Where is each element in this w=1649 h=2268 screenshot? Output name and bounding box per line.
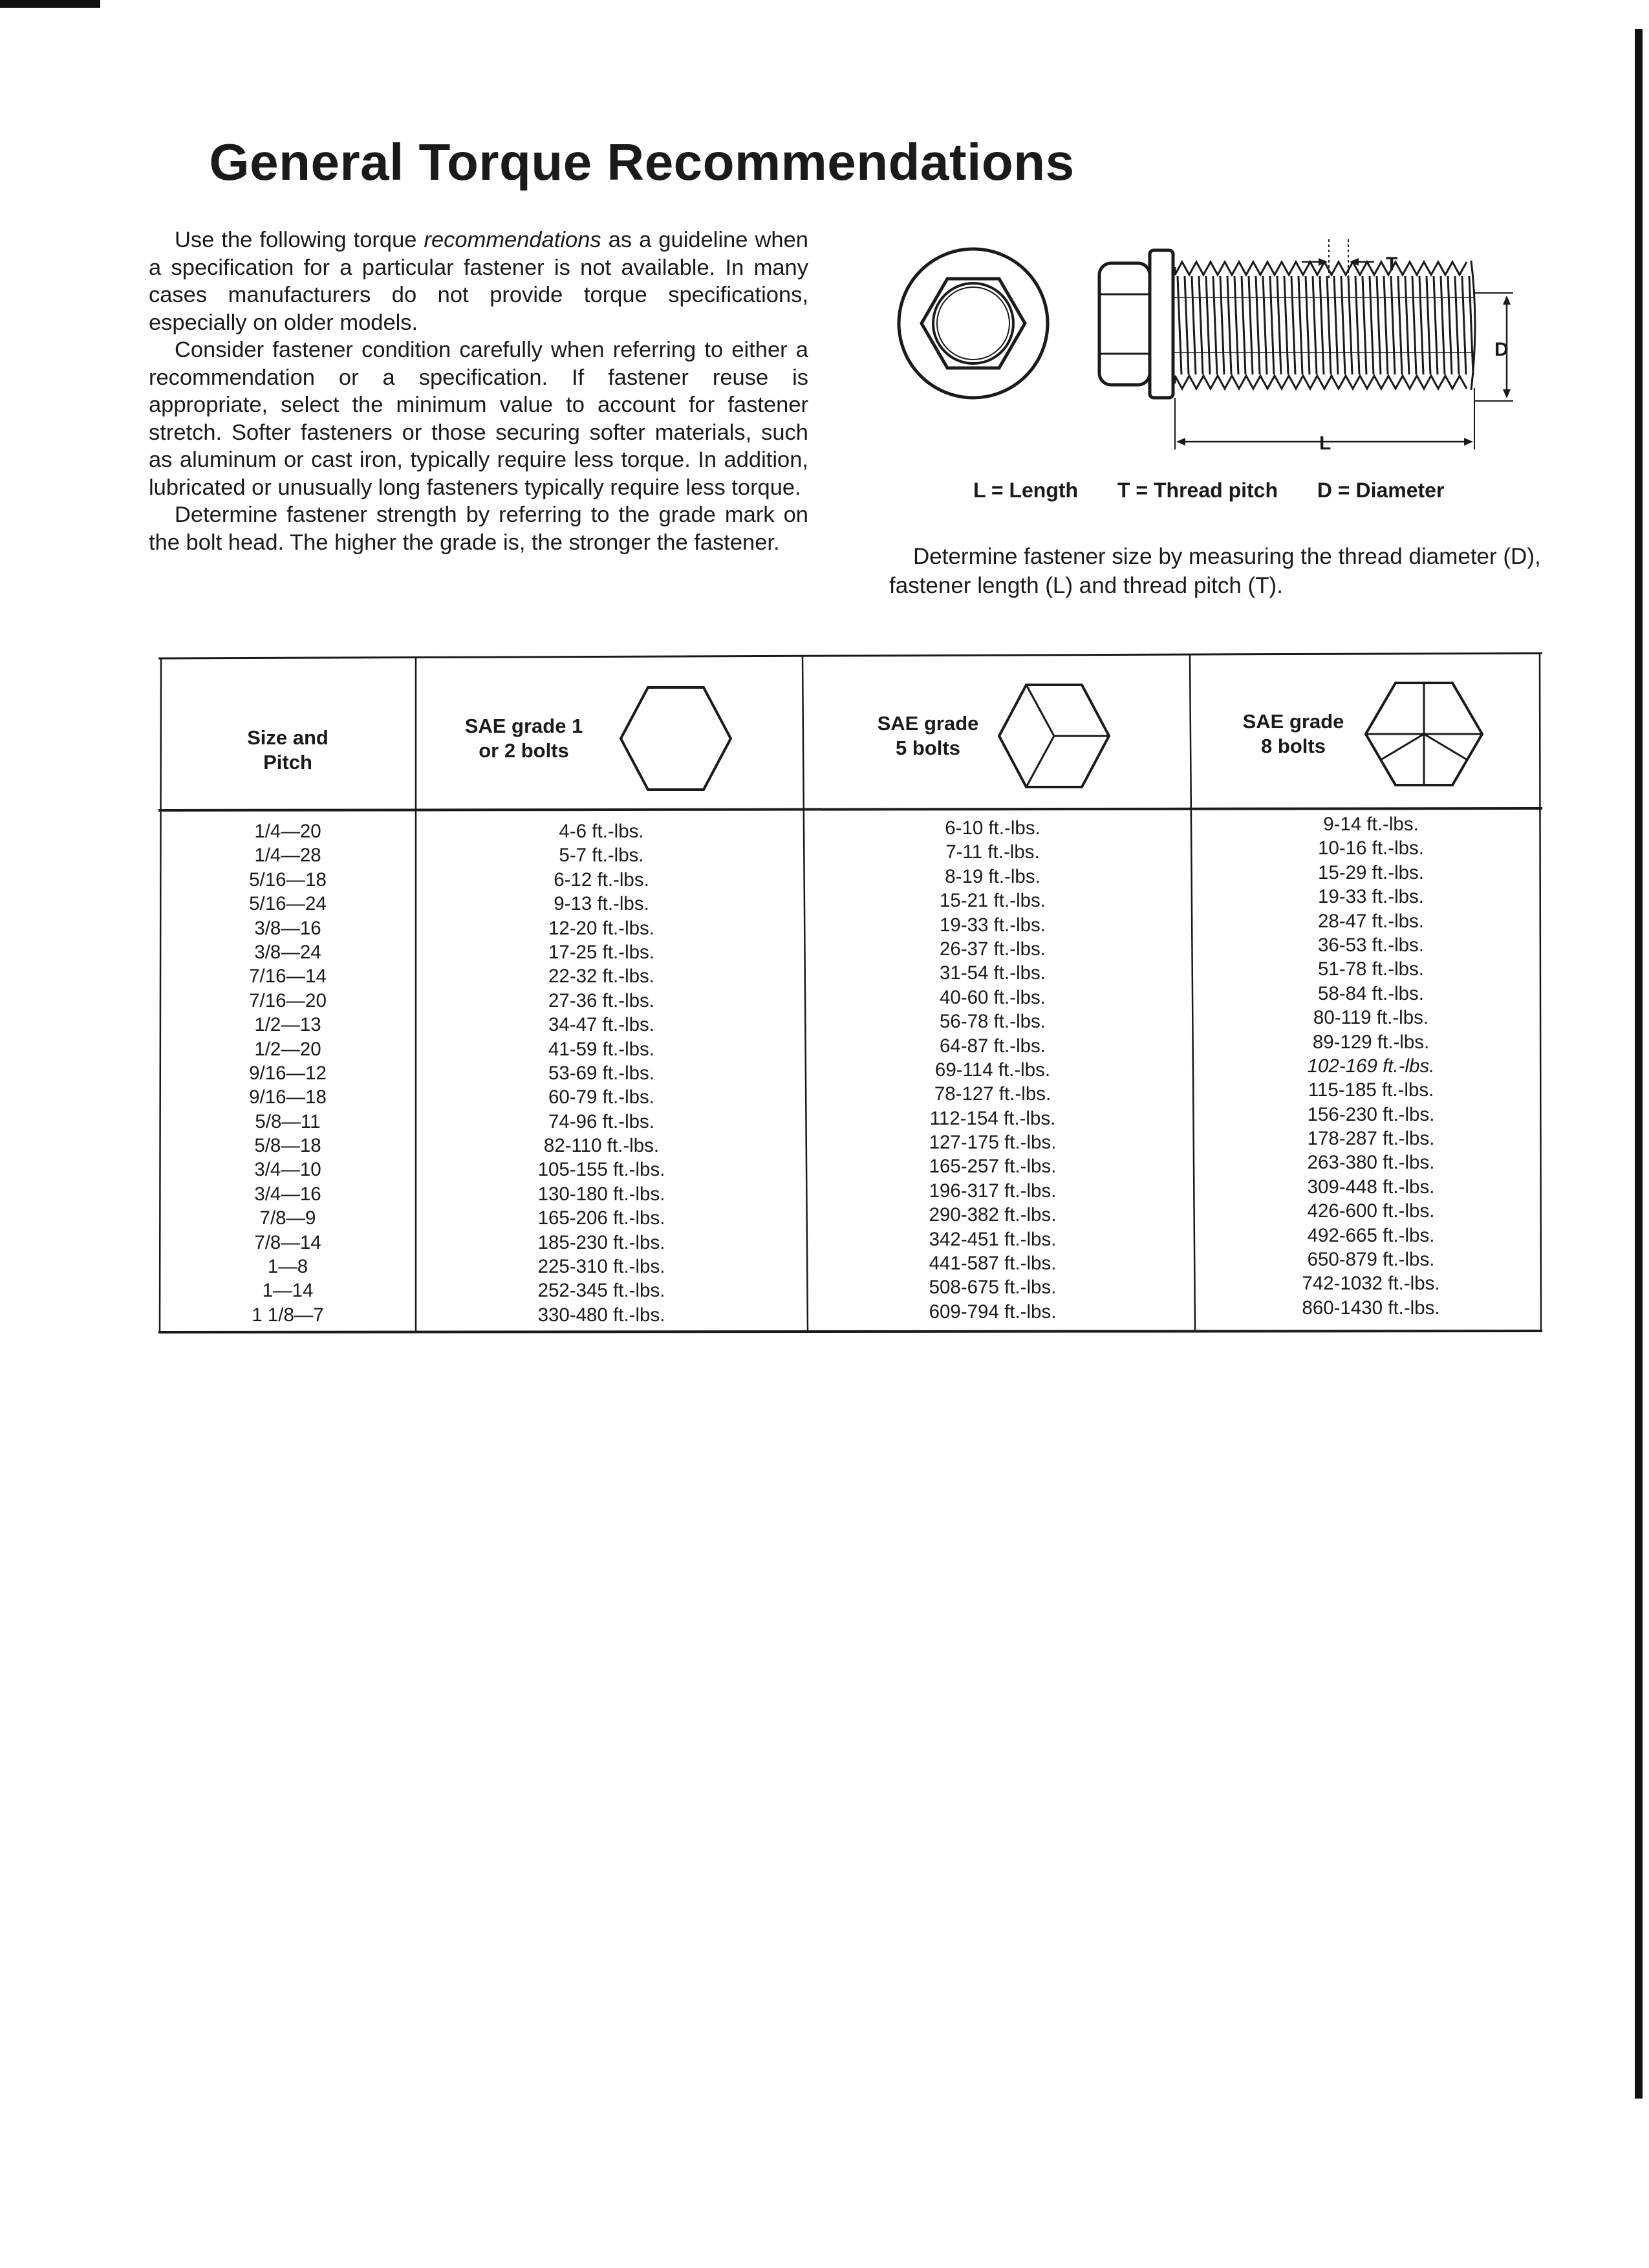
- size-cell: 7/16—14: [249, 966, 327, 988]
- grade-5-cell: 31-54 ft.-lbs.: [940, 962, 1046, 984]
- grade-1-2-cell: 4-6 ft.-lbs.: [559, 821, 644, 842]
- intro-paragraph-3: Determine fastener strength by referring to the grade mark on the bolt head. The higher the grade is, the stronger the fastener.: [149, 502, 808, 555]
- bolt-diagram: [896, 236, 1509, 454]
- grade-1-2-cell: 12-20 ft.-lbs.: [548, 917, 654, 939]
- grade-1-2-cell: 185-230 ft.-lbs.: [537, 1231, 665, 1253]
- grade-5-cell: 127-175 ft.-lbs.: [929, 1132, 1057, 1154]
- grade-1-2-cell: 252-345 ft.-lbs.: [537, 1280, 665, 1302]
- hex-plain-icon: [614, 682, 737, 795]
- bolt-head-end-view: [899, 249, 1048, 398]
- grade-1-2-cell: 5-7 ft.-lbs.: [559, 845, 644, 867]
- size-cell: 1/4—20: [254, 821, 321, 842]
- grade-8-cell: 263-380 ft.-lbs.: [1307, 1152, 1435, 1174]
- grade-1-2-cell: 27-36 ft.-lbs.: [548, 989, 654, 1011]
- grade-5-cell: 342-451 ft.-lbs.: [929, 1228, 1057, 1250]
- header-grade-1-2: SAE grade 1 or 2 bolts: [453, 667, 763, 810]
- grade-8-cell: 650-879 ft.-lbs.: [1307, 1249, 1435, 1271]
- size-cell: 1/4—28: [254, 845, 321, 867]
- bolt-side-view: [1099, 250, 1475, 398]
- legend-length: L = Length: [973, 479, 1079, 502]
- scan-edge-mark-top: [0, 0, 100, 8]
- size-cell: 7/8—9: [259, 1207, 316, 1229]
- page-title: General Torque Recommendations: [209, 133, 1075, 191]
- grade-5-cell: 78-127 ft.-lbs.: [934, 1083, 1051, 1105]
- grade-5-cell: 7-11 ft.-lbs.: [945, 841, 1040, 863]
- grade-8-cell: 102-169 ft.-lbs.: [1307, 1055, 1435, 1077]
- grade-8-cell: 309-448 ft.-lbs.: [1307, 1176, 1435, 1198]
- grade-1-2-cell: 165-206 ft.-lbs.: [537, 1207, 665, 1229]
- grade-8-cell: 860-1430 ft.-lbs.: [1302, 1297, 1440, 1319]
- column-size-pitch: [213, 819, 362, 1327]
- grade-8-cell: 9-14 ft.-lbs.: [1323, 814, 1419, 835]
- grade-8-cell: 742-1032 ft.-lbs.: [1302, 1273, 1440, 1295]
- size-note: Determine fastener size by measuring the thread diameter (D), fastener length (L) and thread pitch (T).: [889, 544, 1541, 598]
- grade-5-cell: 64-87 ft.-lbs.: [940, 1035, 1046, 1057]
- label-l: L: [1319, 433, 1331, 454]
- grade-8-cell: 178-287 ft.-lbs.: [1307, 1128, 1435, 1150]
- grade-8-cell: 19-33 ft.-lbs.: [1318, 886, 1424, 908]
- size-cell: 7/8—14: [254, 1231, 321, 1253]
- grade-1-2-cell: 225-310 ft.-lbs.: [537, 1256, 665, 1278]
- emphasis-recommendations: recommendations: [424, 228, 601, 252]
- intro-paragraph-2: Consider fastener condition carefully when referring to either a recommendation or a specification. If fastener reuse is appropriate, select the minimum value to account for fastener stretch. Softer fasteners or those securing softer materials, such as aluminum or cast iron, typically require less torque. In addition, lubricated or unusually long fasteners typically require less torque.: [149, 338, 808, 500]
- size-cell: 9/16—12: [249, 1062, 327, 1084]
- grade-5-cell: 165-257 ft.-lbs.: [929, 1156, 1057, 1178]
- grade-8-cell: 89-129 ft.-lbs.: [1312, 1031, 1430, 1053]
- size-cell: 3/8—16: [254, 917, 321, 939]
- grade-8-cell: 10-16 ft.-lbs.: [1318, 837, 1424, 859]
- grade-5-cell: 196-317 ft.-lbs.: [929, 1180, 1057, 1202]
- grade-5-cell: 6-10 ft.-lbs.: [945, 817, 1040, 839]
- dimension-t: [1302, 239, 1374, 278]
- grade-1-2-cell: 6-12 ft.-lbs.: [554, 869, 649, 891]
- grade-1-2-cell: 41-59 ft.-lbs.: [548, 1038, 654, 1060]
- size-cell: 1/2—13: [254, 1014, 321, 1036]
- grade-8-cell: 58-84 ft.-lbs.: [1318, 982, 1424, 1004]
- header-grade-5: SAE grade 5 bolts: [863, 665, 1135, 807]
- grade-8-cell: 15-29 ft.-lbs.: [1318, 861, 1424, 883]
- size-cell: 1 1/8—7: [252, 1304, 324, 1326]
- size-cell: 3/4—10: [254, 1159, 321, 1181]
- grade-5-cell: 26-37 ft.-lbs.: [940, 938, 1046, 960]
- grade-5-cell: 56-78 ft.-lbs.: [940, 1011, 1046, 1033]
- intro-paragraph-1: Use the following torque recommendations as a guideline when a specification for a particular fastener is not available. In many cases manufacturers do not provide torque specifications, especially on older models.: [149, 228, 808, 335]
- grade-5-cell: 441-587 ft.-lbs.: [929, 1253, 1057, 1275]
- grade-5-cell: 290-382 ft.-lbs.: [929, 1204, 1057, 1226]
- grade-1-2-cell: 34-47 ft.-lbs.: [548, 1014, 654, 1036]
- grade-5-cell: 112-154 ft.-lbs.: [929, 1107, 1056, 1129]
- grade-1-2-cell: 330-480 ft.-lbs.: [537, 1304, 665, 1326]
- grade-1-2-cell: 53-69 ft.-lbs.: [548, 1062, 654, 1084]
- grade-1-2-cell: 22-32 ft.-lbs.: [548, 966, 654, 988]
- size-cell: 5/16—24: [249, 893, 327, 915]
- diagram-legend: [973, 479, 1478, 502]
- grade-8-cell: 51-78 ft.-lbs.: [1318, 958, 1424, 980]
- grade-8-cell: 28-47 ft.-lbs.: [1318, 910, 1424, 932]
- label-t: T: [1386, 254, 1398, 275]
- grade-1-2-cell: 130-180 ft.-lbs.: [537, 1183, 665, 1205]
- label-d: D: [1494, 339, 1509, 360]
- legend-diameter: D = Diameter: [1317, 479, 1445, 502]
- grade-8-cell: 36-53 ft.-lbs.: [1318, 934, 1424, 956]
- grade-1-2-cell: 82-110 ft.-lbs.: [543, 1135, 660, 1157]
- size-cell: 1/2—20: [254, 1038, 321, 1060]
- size-cell: 9/16—18: [249, 1086, 327, 1108]
- grade-5-cell: 19-33 ft.-lbs.: [940, 914, 1046, 936]
- grade-1-2-cell: 9-13 ft.-lbs.: [554, 893, 649, 915]
- column-grade-8: [1267, 812, 1474, 1320]
- column-grade-5: [896, 816, 1090, 1324]
- size-cell: 7/16—20: [249, 989, 327, 1011]
- grade-5-cell: 40-60 ft.-lbs.: [940, 986, 1046, 1008]
- hex-grade8-icon: [1358, 678, 1491, 791]
- grade-1-2-cell: 105-155 ft.-lbs.: [537, 1159, 665, 1181]
- grade-8-cell: 80-119 ft.-lbs.: [1313, 1007, 1429, 1029]
- grade-1-2-cell: 74-96 ft.-lbs.: [548, 1110, 654, 1132]
- grade-1-2-cell: 17-25 ft.-lbs.: [548, 941, 654, 963]
- grade-8-cell: 492-665 ft.-lbs.: [1307, 1224, 1435, 1246]
- size-cell: 5/8—18: [254, 1135, 321, 1157]
- header-grade-8: SAE grade 8 bolts: [1229, 663, 1520, 805]
- size-cell: 1—14: [262, 1280, 314, 1302]
- size-cell: 3/4—16: [254, 1183, 321, 1205]
- grade-8-cell: 156-230 ft.-lbs.: [1307, 1103, 1435, 1125]
- grade-1-2-cell: 60-79 ft.-lbs.: [548, 1086, 654, 1108]
- grade-8-cell: 426-600 ft.-lbs.: [1307, 1200, 1435, 1222]
- intro-text: [149, 226, 808, 556]
- size-cell: 1—8: [267, 1256, 308, 1278]
- size-cell: 3/8—24: [254, 941, 321, 963]
- grade-5-cell: 8-19 ft.-lbs.: [945, 865, 1040, 887]
- size-cell: 5/16—18: [249, 869, 327, 891]
- grade-5-cell: 508-675 ft.-lbs.: [929, 1277, 1057, 1299]
- grade-5-cell: 15-21 ft.-lbs.: [940, 890, 1046, 912]
- hex-grade5-icon: [993, 680, 1116, 793]
- header-size-pitch: Size and Pitch: [247, 726, 329, 773]
- legend-thread-pitch: T = Thread pitch: [1117, 479, 1278, 502]
- grade-5-cell: 609-794 ft.-lbs.: [929, 1301, 1057, 1323]
- grade-5-cell: 69-114 ft.-lbs.: [934, 1059, 1051, 1081]
- size-cell: 5/8—11: [255, 1110, 321, 1132]
- grade-8-cell: 115-185 ft.-lbs.: [1308, 1079, 1434, 1101]
- scan-edge-mark-right: [1635, 29, 1643, 2099]
- column-grade-1-2: [504, 819, 698, 1327]
